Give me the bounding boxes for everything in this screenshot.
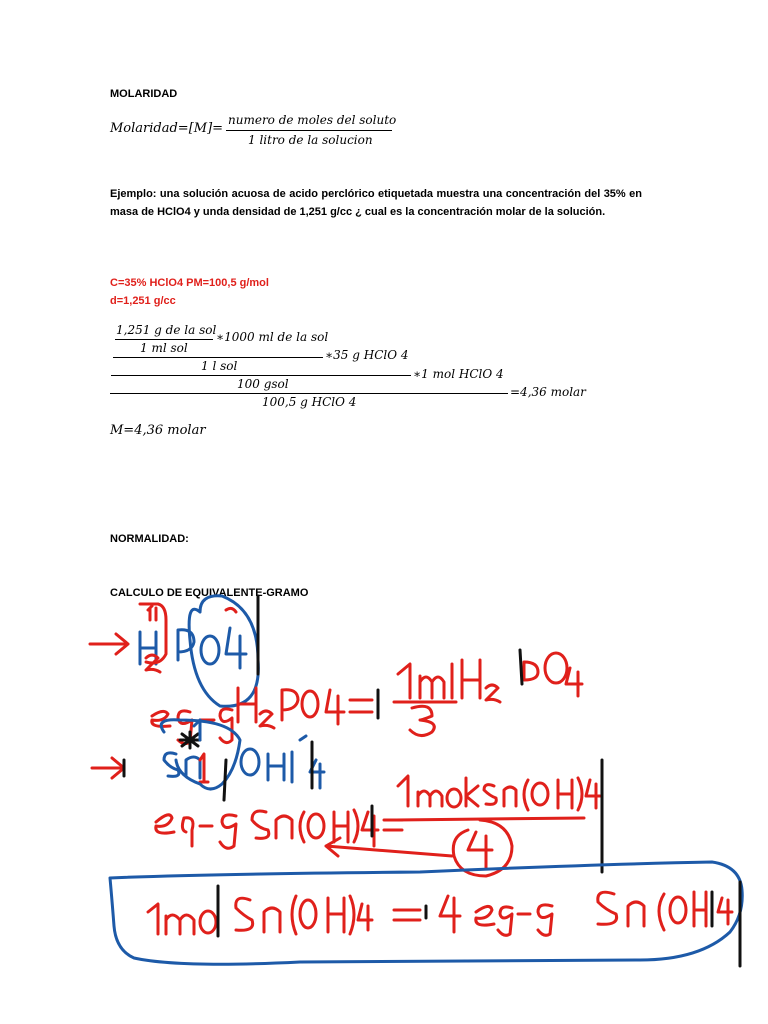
calc-term-1000ml: ∗1000 ml de la sol bbox=[216, 330, 329, 344]
calc-term-1mol: ∗1 mol HClO 4 bbox=[413, 367, 504, 381]
calc-bar-1 bbox=[115, 339, 213, 340]
formula-fraction-bar bbox=[226, 130, 392, 131]
calc-bar-4 bbox=[110, 393, 508, 394]
calc-term-density: 1,251 g de la sol bbox=[116, 323, 217, 337]
calc-term-pm: 100,5 g HClO 4 bbox=[262, 395, 357, 409]
calc-result-inline: =4,36 molar bbox=[510, 385, 586, 399]
handwritten-eqg-snoh4 bbox=[156, 760, 602, 876]
calc-term-35g: ∗35 g HClO 4 bbox=[325, 348, 409, 362]
calc-term-1lsol: 1 l sol bbox=[201, 359, 238, 373]
heading-calculo-equivalente: CALCULO DE EQUIVALENTE-GRAMO bbox=[110, 587, 309, 599]
heading-molaridad: MOLARIDAD bbox=[110, 88, 178, 100]
calc-bar-2 bbox=[113, 357, 323, 358]
calc-term-1mlsol: 1 ml sol bbox=[140, 341, 188, 355]
calc-bar-3 bbox=[111, 375, 411, 376]
formula-denominator: 1 litro de la solucion bbox=[248, 133, 373, 147]
formula-lhs: Molaridad=[M]= bbox=[110, 121, 224, 136]
calc-final-result: M=4,36 molar bbox=[110, 423, 206, 438]
given-line-1: C=35% HClO4 PM=100,5 g/mol bbox=[110, 277, 269, 289]
handwritten-eqg-h3po4 bbox=[152, 650, 582, 744]
example-paragraph: Ejemplo: una solución acuosa de acido perclórico etiquetada muestra una concentración del 35% en masa de HClO4 y unda densidad de 1,251 g/cc ¿ cual es la concentración molar de la solución. bbox=[110, 188, 642, 218]
formula-numerator: numero de moles del soluto bbox=[228, 113, 397, 127]
handwritten-h3po4 bbox=[90, 596, 258, 706]
heading-normalidad: NORMALIDAD: bbox=[110, 533, 189, 545]
calc-term-100gsol: 100 gsol bbox=[237, 377, 289, 391]
given-line-2: d=1,251 g/cc bbox=[110, 295, 176, 307]
handwritten-final-equivalence bbox=[110, 862, 742, 966]
handwritten-snoh4 bbox=[92, 720, 324, 800]
